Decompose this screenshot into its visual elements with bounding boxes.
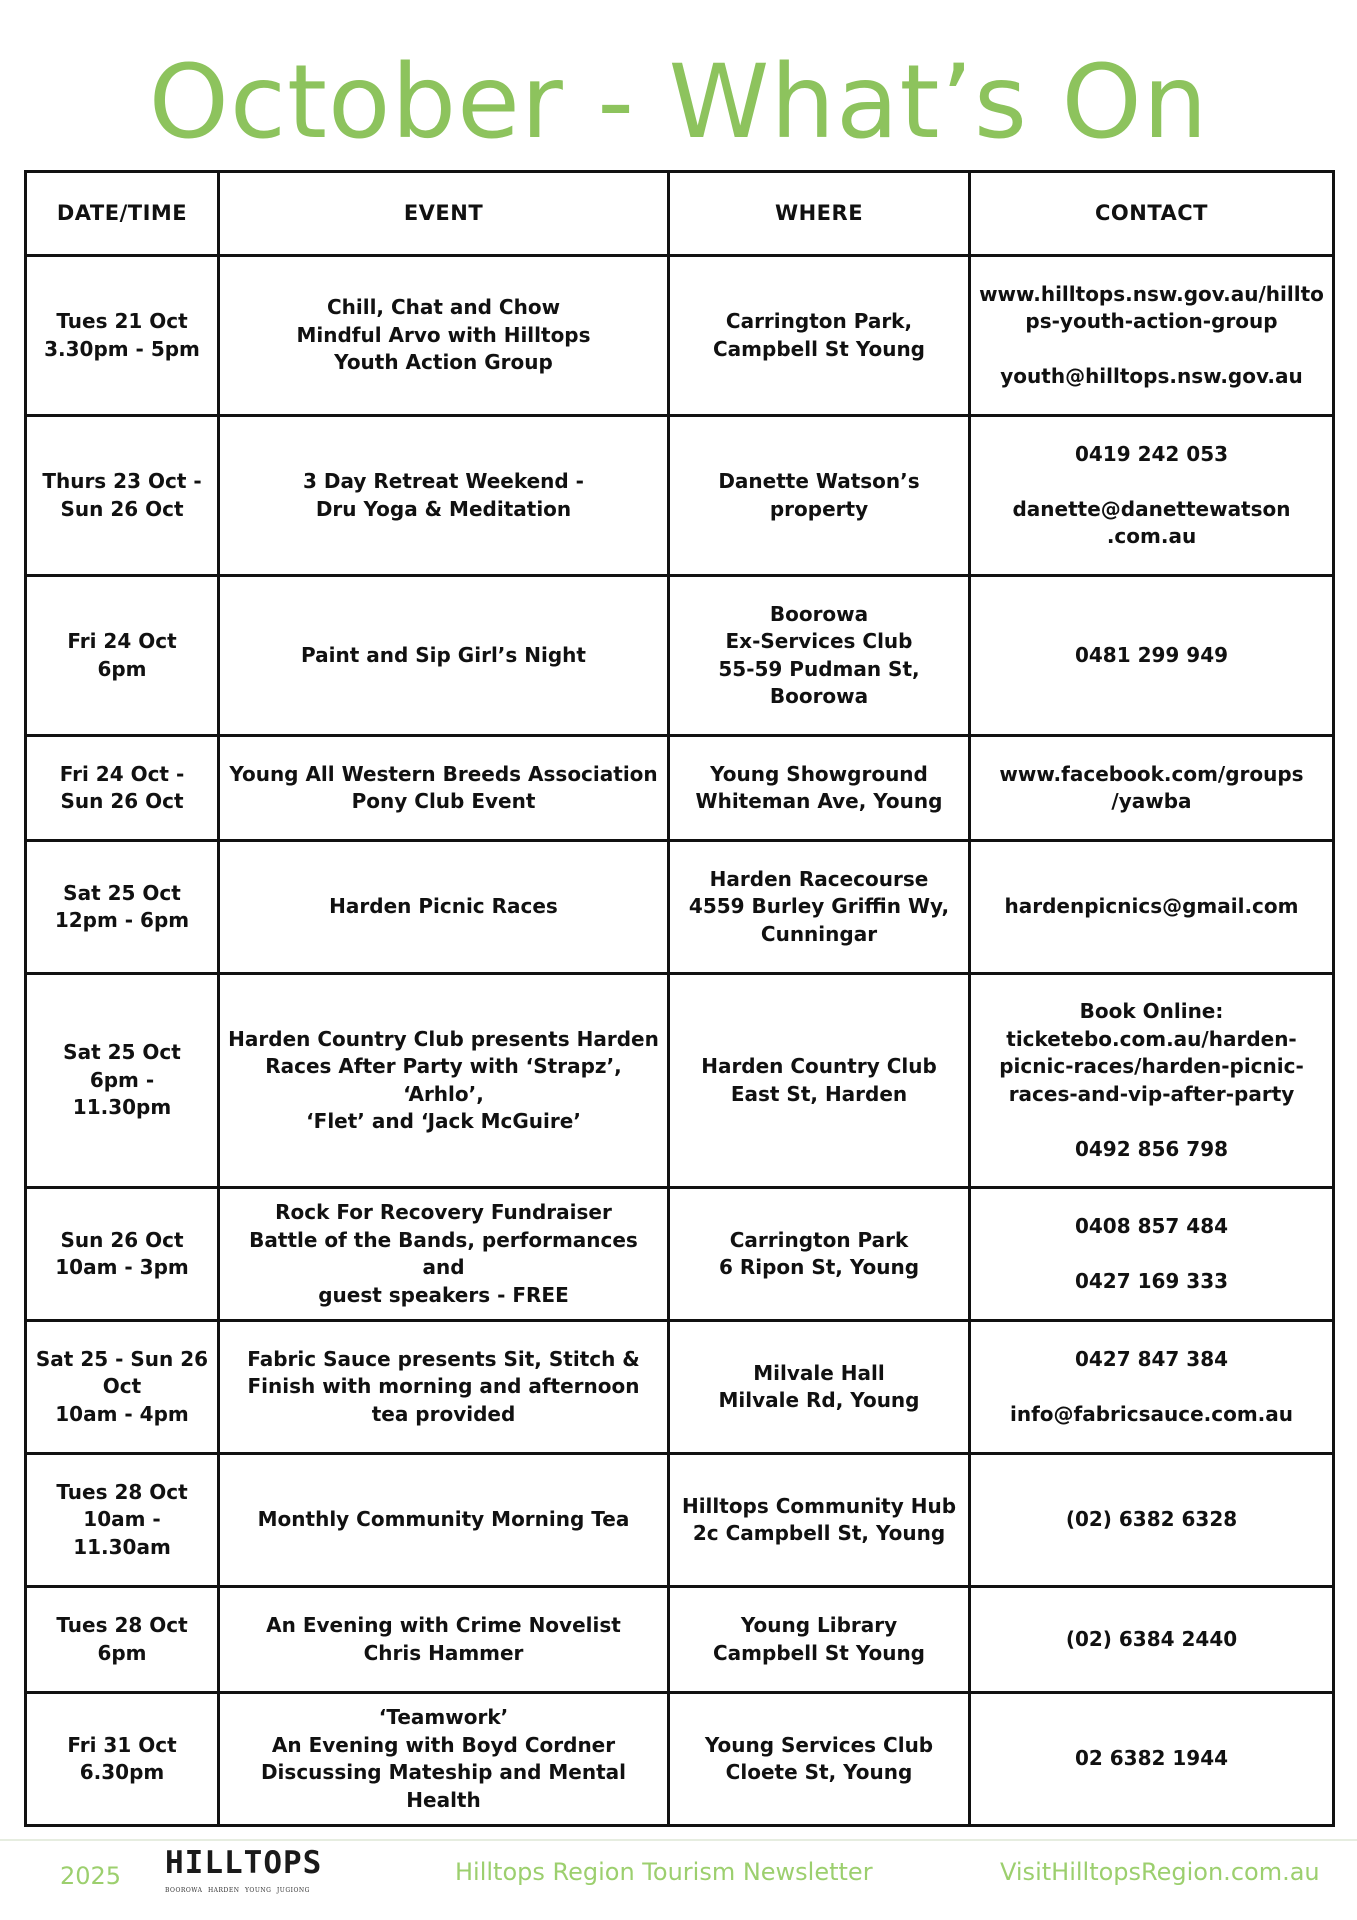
where-cell: Young Services Club Cloete St, Young [669, 1693, 970, 1826]
header-row [26, 172, 1334, 256]
event-cell: 3 Day Retreat Weekend - Dru Yoga & Meditation [219, 416, 669, 576]
logo-town: BOOROWA [165, 1887, 203, 1894]
logo-towns [165, 1887, 310, 1894]
logo-town: JUGIONG [276, 1887, 310, 1894]
table-row [26, 416, 1334, 576]
table-row [26, 736, 1334, 841]
contact-cell[interactable]: 0419 242 053 danette@danettewatson .com.au [970, 416, 1334, 576]
date-cell: Sat 25 Oct 6pm - 11.30pm [26, 974, 219, 1188]
event-cell: Paint and Sip Girl’s Night [219, 576, 669, 736]
date-cell: Sat 25 - Sun 26 Oct 10am - 4pm [26, 1321, 219, 1454]
logo-town: YOUNG [244, 1887, 272, 1894]
hilltops-logo [165, 1845, 323, 1900]
table-row [26, 841, 1334, 974]
date-cell: Tues 28 Oct 10am - 11.30am [26, 1454, 219, 1587]
where-cell: Hilltops Community Hub 2c Campbell St, Young [669, 1454, 970, 1587]
table-row [26, 1693, 1334, 1826]
header-date: DATE/TIME [26, 172, 219, 256]
date-cell: Fri 31 Oct 6.30pm [26, 1693, 219, 1826]
logo-wordmark: HILLTOPS [165, 1845, 323, 1881]
table-row [26, 576, 1334, 736]
event-cell: Harden Picnic Races [219, 841, 669, 974]
event-cell: Young All Western Breeds Association Pony Club Event [219, 736, 669, 841]
event-cell: Chill, Chat and Chow Mindful Arvo with Hilltops Youth Action Group [219, 256, 669, 416]
event-cell: Rock For Recovery Fundraiser Battle of the Bands, performances and guest speakers - FREE [219, 1188, 669, 1321]
where-cell: Young Library Campbell St Young [669, 1587, 970, 1693]
where-cell: Carrington Park, Campbell St Young [669, 256, 970, 416]
date-cell: Thurs 23 Oct - Sun 26 Oct [26, 416, 219, 576]
contact-cell[interactable]: hardenpicnics@gmail.com [970, 841, 1334, 974]
footer-divider [0, 1839, 1357, 1841]
event-cell: Fabric Sauce presents Sit, Stitch & Finish with morning and afternoon tea provided [219, 1321, 669, 1454]
event-cell: Monthly Community Morning Tea [219, 1454, 669, 1587]
footer-newsletter-title: Hilltops Region Tourism Newsletter [455, 1858, 873, 1886]
date-cell: Fri 24 Oct 6pm [26, 576, 219, 736]
date-cell: Sun 26 Oct 10am - 3pm [26, 1188, 219, 1321]
footer-website-link[interactable]: VisitHilltopsRegion.com.au [1000, 1858, 1320, 1886]
table-row [26, 974, 1334, 1188]
where-cell: Young Showground Whiteman Ave, Young [669, 736, 970, 841]
contact-cell[interactable]: 02 6382 1944 [970, 1693, 1334, 1826]
contact-cell[interactable]: www.facebook.com/groups /yawba [970, 736, 1334, 841]
table-row [26, 1321, 1334, 1454]
header-where: WHERE [669, 172, 970, 256]
where-cell: Boorowa Ex-Services Club 55-59 Pudman St, Boorowa [669, 576, 970, 736]
header-contact: CONTACT [970, 172, 1334, 256]
contact-cell[interactable]: (02) 6384 2440 [970, 1587, 1334, 1693]
page-title: October - What’s On [148, 43, 1209, 162]
table-row [26, 1454, 1334, 1587]
contact-cell[interactable]: 0427 847 384 info@fabricsauce.com.au [970, 1321, 1334, 1454]
where-cell: Milvale Hall Milvale Rd, Young [669, 1321, 970, 1454]
logo-town: HARDEN [207, 1887, 240, 1894]
events-table [24, 170, 1335, 1827]
footer-year: 2025 [60, 1862, 122, 1890]
date-cell: Sat 25 Oct 12pm - 6pm [26, 841, 219, 974]
header-event: EVENT [219, 172, 669, 256]
where-cell: Harden Racecourse 4559 Burley Griffin Wy, Cunningar [669, 841, 970, 974]
table-row [26, 1188, 1334, 1321]
event-cell: An Evening with Crime Novelist Chris Hammer [219, 1587, 669, 1693]
date-cell: Fri 24 Oct - Sun 26 Oct [26, 736, 219, 841]
where-cell: Carrington Park 6 Ripon St, Young [669, 1188, 970, 1321]
table-row [26, 256, 1334, 416]
contact-cell[interactable]: (02) 6382 6328 [970, 1454, 1334, 1587]
where-cell: Harden Country Club East St, Harden [669, 974, 970, 1188]
event-cell: ‘Teamwork’ An Evening with Boyd Cordner Discussing Mateship and Mental Health [219, 1693, 669, 1826]
contact-cell[interactable]: 0408 857 484 0427 169 333 [970, 1188, 1334, 1321]
where-cell: Danette Watson’s property [669, 416, 970, 576]
date-cell: Tues 28 Oct 6pm [26, 1587, 219, 1693]
contact-cell[interactable]: Book Online: ticketebo.com.au/harden- picnic-races/harden-picnic- races-and-vip-after-party 0492 856 798 [970, 974, 1334, 1188]
contact-cell[interactable]: 0481 299 949 [970, 576, 1334, 736]
table-row [26, 1587, 1334, 1693]
date-cell: Tues 21 Oct 3.30pm - 5pm [26, 256, 219, 416]
contact-cell[interactable]: www.hilltops.nsw.gov.au/hillto ps-youth-action-group youth@hilltops.nsw.gov.au [970, 256, 1334, 416]
event-cell: Harden Country Club presents Harden Races After Party with ‘Strapz’, ‘Arhlo’, ‘Flet’ and ‘Jack McGuire’ [219, 974, 669, 1188]
